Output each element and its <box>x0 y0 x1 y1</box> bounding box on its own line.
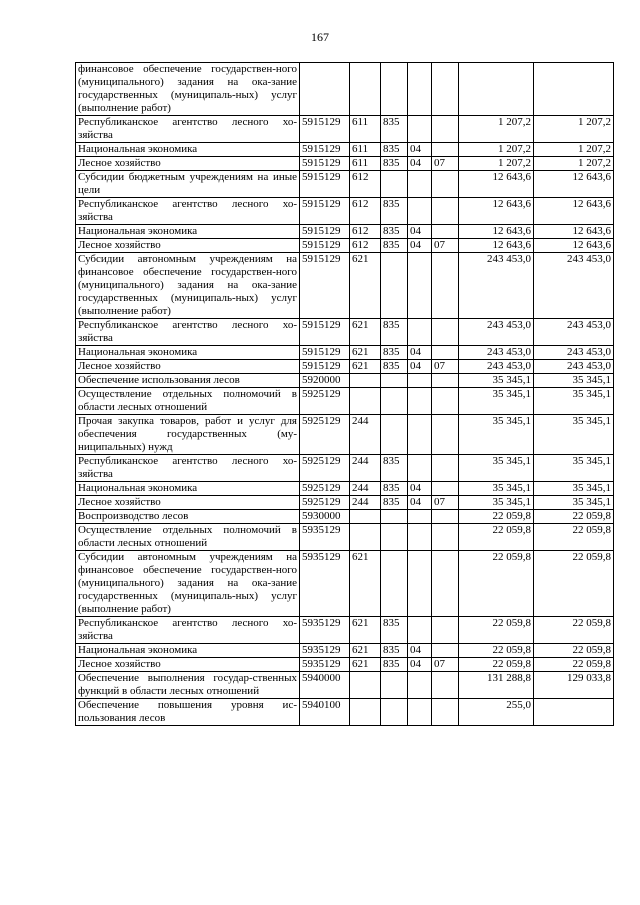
row-administrator-cell: 835 <box>381 239 408 253</box>
row-name-cell: Осуществление отдельных полномочий в области лесных отношений <box>76 524 300 551</box>
row-target-article-cell: 5930000 <box>300 510 350 524</box>
table-row <box>76 415 614 455</box>
row-administrator-cell: 835 <box>381 482 408 496</box>
table-row <box>76 116 614 143</box>
row-administrator-cell: 835 <box>381 346 408 360</box>
row-amount-2-cell <box>534 699 614 726</box>
table-row <box>76 644 614 658</box>
row-target-article-cell: 5925129 <box>300 388 350 415</box>
row-administrator-cell: 835 <box>381 658 408 672</box>
row-section-cell: 04 <box>408 157 432 171</box>
row-expense-type-cell <box>350 388 381 415</box>
row-amount-1-cell: 35 345,1 <box>459 415 534 455</box>
page-number: 167 <box>311 30 329 44</box>
table-row <box>76 496 614 510</box>
row-expense-type-cell <box>350 374 381 388</box>
row-expense-type-cell <box>350 672 381 699</box>
row-name-cell: Республиканское агентство лесного хо-зяйства <box>76 116 300 143</box>
row-amount-1-cell: 22 059,8 <box>459 551 534 617</box>
row-administrator-cell <box>381 524 408 551</box>
row-amount-1-cell: 22 059,8 <box>459 524 534 551</box>
row-section-cell <box>408 699 432 726</box>
row-target-article-cell: 5935129 <box>300 551 350 617</box>
row-name-cell: Лесное хозяйство <box>76 658 300 672</box>
row-amount-2-cell: 22 059,8 <box>534 524 614 551</box>
row-expense-type-cell: 612 <box>350 239 381 253</box>
row-target-article-cell: 5915129 <box>300 253 350 319</box>
row-name-cell: Республиканское агентство лесного хо-зяйства <box>76 198 300 225</box>
row-name-cell: Обеспечение использования лесов <box>76 374 300 388</box>
row-administrator-cell: 835 <box>381 617 408 644</box>
row-section-cell <box>408 510 432 524</box>
row-expense-type-cell: 612 <box>350 171 381 198</box>
row-amount-2-cell: 243 453,0 <box>534 360 614 374</box>
row-subsection-cell <box>432 455 459 482</box>
row-amount-2-cell: 22 059,8 <box>534 551 614 617</box>
row-subsection-cell <box>432 143 459 157</box>
row-target-article-cell: 5925129 <box>300 455 350 482</box>
row-expense-type-cell: 612 <box>350 198 381 225</box>
table-row <box>76 699 614 726</box>
row-amount-2-cell: 1 207,2 <box>534 157 614 171</box>
row-expense-type-cell: 244 <box>350 455 381 482</box>
row-section-cell: 04 <box>408 482 432 496</box>
row-subsection-cell <box>432 699 459 726</box>
row-target-article-cell: 5920000 <box>300 374 350 388</box>
row-name-cell: Национальная экономика <box>76 644 300 658</box>
table-row <box>76 253 614 319</box>
row-expense-type-cell: 621 <box>350 658 381 672</box>
row-amount-1-cell: 12 643,6 <box>459 171 534 198</box>
row-administrator-cell: 835 <box>381 225 408 239</box>
row-name-cell: Субсидии бюджетным учреждениям на иные цели <box>76 171 300 198</box>
row-administrator-cell <box>381 374 408 388</box>
row-target-article-cell: 5915129 <box>300 239 350 253</box>
row-target-article-cell: 5915129 <box>300 143 350 157</box>
row-amount-2-cell: 35 345,1 <box>534 374 614 388</box>
row-expense-type-cell <box>350 699 381 726</box>
row-name-cell: Республиканское агентство лесного хо-зяйства <box>76 617 300 644</box>
row-target-article-cell: 5915129 <box>300 225 350 239</box>
row-amount-2-cell <box>534 63 614 116</box>
row-expense-type-cell: 621 <box>350 644 381 658</box>
table-row <box>76 239 614 253</box>
row-name-cell: Лесное хозяйство <box>76 360 300 374</box>
row-amount-2-cell: 35 345,1 <box>534 415 614 455</box>
row-administrator-cell <box>381 253 408 319</box>
row-administrator-cell <box>381 551 408 617</box>
row-administrator-cell: 835 <box>381 496 408 510</box>
row-target-article-cell: 5925129 <box>300 482 350 496</box>
row-name-cell: Обеспечение повышения уровня ис-пользования лесов <box>76 699 300 726</box>
row-amount-2-cell: 12 643,6 <box>534 198 614 225</box>
row-section-cell: 04 <box>408 143 432 157</box>
row-section-cell <box>408 524 432 551</box>
row-section-cell: 04 <box>408 346 432 360</box>
table-row <box>76 225 614 239</box>
row-expense-type-cell: 612 <box>350 225 381 239</box>
table-row <box>76 617 614 644</box>
row-name-cell: Обеспечение выполнения государ-ственных функций в области лесных отношений <box>76 672 300 699</box>
row-subsection-cell <box>432 388 459 415</box>
row-subsection-cell <box>432 374 459 388</box>
row-section-cell <box>408 415 432 455</box>
row-amount-2-cell: 243 453,0 <box>534 253 614 319</box>
row-expense-type-cell <box>350 510 381 524</box>
row-expense-type-cell: 244 <box>350 415 381 455</box>
row-name-cell: Осуществление отдельных полномочий в области лесных отношений <box>76 388 300 415</box>
row-name-cell: Лесное хозяйство <box>76 239 300 253</box>
row-target-article-cell: 5915129 <box>300 116 350 143</box>
row-administrator-cell <box>381 388 408 415</box>
row-amount-2-cell: 35 345,1 <box>534 388 614 415</box>
row-section-cell <box>408 374 432 388</box>
row-section-cell <box>408 116 432 143</box>
row-amount-1-cell: 243 453,0 <box>459 360 534 374</box>
row-subsection-cell <box>432 171 459 198</box>
row-amount-2-cell: 22 059,8 <box>534 658 614 672</box>
row-amount-1-cell: 22 059,8 <box>459 617 534 644</box>
row-administrator-cell: 835 <box>381 455 408 482</box>
row-section-cell <box>408 551 432 617</box>
table-row <box>76 388 614 415</box>
row-amount-2-cell: 35 345,1 <box>534 496 614 510</box>
row-section-cell <box>408 617 432 644</box>
row-subsection-cell <box>432 346 459 360</box>
row-amount-1-cell: 22 059,8 <box>459 644 534 658</box>
row-administrator-cell: 835 <box>381 143 408 157</box>
row-subsection-cell <box>432 617 459 644</box>
row-amount-1-cell: 255,0 <box>459 699 534 726</box>
table-row <box>76 672 614 699</box>
row-section-cell: 04 <box>408 225 432 239</box>
row-administrator-cell: 835 <box>381 198 408 225</box>
row-subsection-cell <box>432 253 459 319</box>
row-amount-1-cell: 35 345,1 <box>459 388 534 415</box>
row-expense-type-cell <box>350 524 381 551</box>
row-name-cell: Лесное хозяйство <box>76 496 300 510</box>
row-section-cell <box>408 388 432 415</box>
row-name-cell: финансовое обеспечение государствен-ного (муниципального) задания на ока-зание государственных (муниципаль-ных) услуг (выполнение работ) <box>76 63 300 116</box>
row-target-article-cell: 5925129 <box>300 496 350 510</box>
row-administrator-cell <box>381 415 408 455</box>
row-target-article-cell: 5940000 <box>300 672 350 699</box>
table-row <box>76 482 614 496</box>
row-expense-type-cell <box>350 63 381 116</box>
table-row <box>76 346 614 360</box>
row-section-cell: 04 <box>408 644 432 658</box>
row-expense-type-cell: 621 <box>350 253 381 319</box>
row-expense-type-cell: 244 <box>350 482 381 496</box>
row-expense-type-cell: 621 <box>350 319 381 346</box>
row-amount-2-cell: 35 345,1 <box>534 482 614 496</box>
table-row <box>76 171 614 198</box>
row-amount-2-cell: 1 207,2 <box>534 116 614 143</box>
row-name-cell: Прочая закупка товаров, работ и услуг для обеспечения государственных (му-ниципальных) нужд <box>76 415 300 455</box>
row-expense-type-cell: 621 <box>350 617 381 644</box>
row-target-article-cell: 5915129 <box>300 171 350 198</box>
row-amount-2-cell: 12 643,6 <box>534 171 614 198</box>
row-amount-1-cell: 35 345,1 <box>459 482 534 496</box>
table-row <box>76 319 614 346</box>
row-section-cell <box>408 253 432 319</box>
row-administrator-cell: 835 <box>381 360 408 374</box>
row-name-cell: Субсидии автономным учреждениям на финансовое обеспечение государствен-ного (муниципального) задания на ока-зание государственных (муниципаль-ных) услуг (выполнение работ) <box>76 253 300 319</box>
row-amount-1-cell: 12 643,6 <box>459 239 534 253</box>
row-name-cell: Республиканское агентство лесного хо-зяйства <box>76 319 300 346</box>
row-administrator-cell: 835 <box>381 116 408 143</box>
row-amount-1-cell <box>459 63 534 116</box>
table-row <box>76 658 614 672</box>
row-amount-2-cell: 243 453,0 <box>534 346 614 360</box>
row-amount-1-cell: 22 059,8 <box>459 658 534 672</box>
row-amount-2-cell: 22 059,8 <box>534 617 614 644</box>
row-subsection-cell <box>432 551 459 617</box>
row-amount-1-cell: 243 453,0 <box>459 346 534 360</box>
row-subsection-cell <box>432 672 459 699</box>
row-expense-type-cell: 621 <box>350 551 381 617</box>
row-subsection-cell: 07 <box>432 496 459 510</box>
row-amount-1-cell: 243 453,0 <box>459 253 534 319</box>
row-amount-1-cell: 1 207,2 <box>459 116 534 143</box>
row-subsection-cell <box>432 225 459 239</box>
row-subsection-cell: 07 <box>432 658 459 672</box>
row-section-cell: 04 <box>408 360 432 374</box>
row-amount-1-cell: 131 288,8 <box>459 672 534 699</box>
row-amount-1-cell: 35 345,1 <box>459 496 534 510</box>
row-section-cell <box>408 198 432 225</box>
row-administrator-cell: 835 <box>381 157 408 171</box>
row-subsection-cell: 07 <box>432 360 459 374</box>
row-amount-1-cell: 12 643,6 <box>459 198 534 225</box>
row-expense-type-cell: 621 <box>350 346 381 360</box>
row-administrator-cell <box>381 699 408 726</box>
table-row <box>76 157 614 171</box>
row-section-cell <box>408 455 432 482</box>
row-target-article-cell: 5915129 <box>300 319 350 346</box>
row-section-cell <box>408 171 432 198</box>
table-row <box>76 524 614 551</box>
row-target-article-cell: 5915129 <box>300 360 350 374</box>
table-row <box>76 143 614 157</box>
row-amount-2-cell: 129 033,8 <box>534 672 614 699</box>
row-target-article-cell: 5915129 <box>300 198 350 225</box>
row-name-cell: Республиканское агентство лесного хо-зяйства <box>76 455 300 482</box>
row-target-article-cell: 5915129 <box>300 346 350 360</box>
row-administrator-cell: 835 <box>381 644 408 658</box>
row-amount-2-cell: 12 643,6 <box>534 225 614 239</box>
table-row <box>76 63 614 116</box>
row-expense-type-cell: 611 <box>350 157 381 171</box>
row-amount-2-cell: 35 345,1 <box>534 455 614 482</box>
row-target-article-cell: 5935129 <box>300 524 350 551</box>
row-subsection-cell <box>432 198 459 225</box>
row-expense-type-cell: 611 <box>350 116 381 143</box>
row-name-cell: Воспроизводство лесов <box>76 510 300 524</box>
row-expense-type-cell: 244 <box>350 496 381 510</box>
row-target-article-cell: 5925129 <box>300 415 350 455</box>
row-name-cell: Национальная экономика <box>76 143 300 157</box>
row-administrator-cell <box>381 171 408 198</box>
row-amount-1-cell: 243 453,0 <box>459 319 534 346</box>
row-section-cell: 04 <box>408 658 432 672</box>
row-expense-type-cell: 621 <box>350 360 381 374</box>
row-name-cell: Национальная экономика <box>76 225 300 239</box>
row-name-cell: Субсидии автономным учреждениям на финансовое обеспечение государствен-ного (муниципального) задания на ока-зание государственных (муниципаль-ных) услуг (выполнение работ) <box>76 551 300 617</box>
row-target-article-cell: 5940100 <box>300 699 350 726</box>
row-amount-1-cell: 12 643,6 <box>459 225 534 239</box>
row-target-article-cell: 5935129 <box>300 658 350 672</box>
row-section-cell: 04 <box>408 496 432 510</box>
row-amount-2-cell: 243 453,0 <box>534 319 614 346</box>
row-name-cell: Лесное хозяйство <box>76 157 300 171</box>
row-amount-2-cell: 12 643,6 <box>534 239 614 253</box>
row-subsection-cell <box>432 116 459 143</box>
row-administrator-cell <box>381 672 408 699</box>
row-section-cell <box>408 319 432 346</box>
row-target-article-cell: 5935129 <box>300 644 350 658</box>
row-administrator-cell <box>381 63 408 116</box>
row-section-cell <box>408 63 432 116</box>
table-row <box>76 374 614 388</box>
row-amount-1-cell: 35 345,1 <box>459 455 534 482</box>
row-subsection-cell <box>432 482 459 496</box>
row-subsection-cell <box>432 319 459 346</box>
row-section-cell: 04 <box>408 239 432 253</box>
table-row <box>76 510 614 524</box>
table-body <box>76 63 614 726</box>
row-administrator-cell: 835 <box>381 319 408 346</box>
table-row <box>76 360 614 374</box>
row-subsection-cell <box>432 644 459 658</box>
row-amount-1-cell: 1 207,2 <box>459 157 534 171</box>
row-amount-2-cell: 22 059,8 <box>534 644 614 658</box>
row-section-cell <box>408 672 432 699</box>
row-amount-1-cell: 1 207,2 <box>459 143 534 157</box>
row-target-article-cell <box>300 63 350 116</box>
row-subsection-cell <box>432 415 459 455</box>
table-row <box>76 455 614 482</box>
row-target-article-cell: 5915129 <box>300 157 350 171</box>
table-row <box>76 198 614 225</box>
row-expense-type-cell: 611 <box>350 143 381 157</box>
row-amount-2-cell: 22 059,8 <box>534 510 614 524</box>
row-target-article-cell: 5935129 <box>300 617 350 644</box>
table-row <box>76 551 614 617</box>
row-name-cell: Национальная экономика <box>76 346 300 360</box>
budget-table <box>75 62 614 726</box>
row-subsection-cell <box>432 524 459 551</box>
row-name-cell: Национальная экономика <box>76 482 300 496</box>
row-subsection-cell: 07 <box>432 157 459 171</box>
row-amount-1-cell: 35 345,1 <box>459 374 534 388</box>
row-subsection-cell <box>432 63 459 116</box>
row-amount-1-cell: 22 059,8 <box>459 510 534 524</box>
row-subsection-cell <box>432 510 459 524</box>
row-subsection-cell: 07 <box>432 239 459 253</box>
row-amount-2-cell: 1 207,2 <box>534 143 614 157</box>
row-administrator-cell <box>381 510 408 524</box>
